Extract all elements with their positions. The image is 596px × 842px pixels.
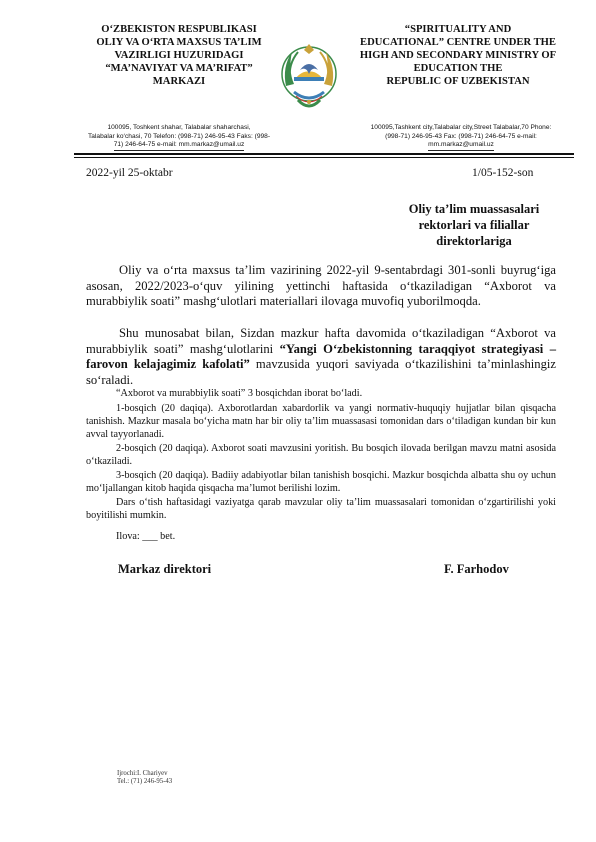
address-line: 100095,Tashkent city,Talabalar city,Street Talabalar,70 Phone: — [370, 124, 552, 131]
address-line: 71) 246-64-75 e-mail: mm.markaz@umail.uz — [114, 141, 245, 151]
signer-name: F. Farhodov — [444, 562, 509, 576]
header-right-address — [350, 124, 572, 151]
addressee — [390, 201, 558, 249]
paragraph-2 — [86, 326, 556, 388]
header-org-name-uz — [74, 23, 284, 88]
executor-info — [117, 770, 172, 787]
header-left-line: MARKAZI — [152, 76, 206, 87]
paragraph-3: “Axborot va murabbiylik soati” 3 bosqichdan iborat bo‘ladi. — [116, 388, 363, 399]
address-line: Talabalar ko‘chasi, 70 Telefon: (998-71) 246-95-43 Faks: (998- — [87, 132, 271, 140]
paragraph-stage-2: 2-bosqich (20 daqiqa). Axborot soati mavzusini yoritish. Bu bosqich ilovada berilgan mavzu matni asosida o‘tkaziladi. — [86, 443, 556, 468]
paragraph-stage-1: 1-bosqich (20 daqiqa). Axborotlardan xabardorlik va yangi normativ-huquqiy hujjatlar bilan qisqacha tanishish. Mazkur masala bo‘yicha matn har bir oliy ta’lim muassasasi tomonidan dars o‘tiladigan kundan bir kun avval tayyorlanadi. — [86, 403, 556, 441]
attachment-note: Ilova: ___ bet. — [116, 531, 176, 542]
header-left-line: O‘ZBEKISTON RESPUBLIKASI — [101, 24, 257, 35]
header-org-name-en — [342, 23, 574, 88]
address-line: mm.markaz@umail.uz — [428, 141, 494, 151]
header-divider — [74, 153, 574, 155]
signer-title: Markaz direktori — [118, 562, 212, 576]
header-right-line: EDUCATION THE — [413, 63, 503, 74]
address-line: 100095, Toshkent shahar, Talabalar shaharchasi, — [107, 124, 251, 131]
header-right-line: REPUBLIC OF UZBEKISTAN — [386, 76, 530, 87]
state-emblem-icon — [274, 22, 344, 126]
header-left-address — [70, 124, 288, 151]
header-divider-thin — [74, 157, 574, 158]
letter-date: 2022-yil 25-oktabr — [86, 167, 173, 179]
address-line: (998-71) 246-95-43 Fax: (998-71) 246-64-75 e-mail: — [385, 132, 537, 140]
paragraph-2-end: mavzusida yuqori saviyada o‘tkazilishini ta’minlashingiz so‘raladi. — [86, 357, 556, 387]
paragraph-1: Oliy va o‘rta maxsus ta’lim vazirining 2022-yil 9-sentabrdagi 301-sonli buyrug‘iga asosan, 2022/2023-o‘quv yilining yettinchi haftasida o‘tkaziladigan “Axborot va murabbiylik soati” mashg‘ulotlari materiallari ilovaga muvofiq yuborilmoqda. — [86, 263, 556, 309]
topic-title: “Yangi O‘zbekistonning taraqqiyot strategiyasi – farovon kelajagimiz kafolati” — [86, 341, 556, 372]
paragraph-7: Dars o‘tish haftasidagi vaziyatga qarab mavzular oliy ta’lim muassasalari tomonidan o‘zgartirilishi yoki boyitilishi mumkin. — [86, 497, 556, 522]
executor-name: Ijrochi:I. Chariyev — [117, 770, 168, 777]
header-right-line: EDUCATIONAL” CENTRE UNDER THE — [360, 37, 556, 48]
addressee-line: rektorlari va filiallar — [418, 218, 530, 232]
header-left-line: “MA’NAVIYAT VA MA’RIFAT” — [105, 63, 253, 74]
addressee-line: Oliy ta’lim muassasalari — [408, 202, 540, 216]
addressee-line: direktorlariga — [436, 234, 512, 248]
header-right-line: “SPIRITUALITY AND — [404, 24, 512, 35]
header-right-line: HIGH AND SECONDARY MINISTRY OF — [359, 50, 557, 61]
letter-number: 1/05-152-son — [472, 167, 534, 179]
header-left-line: OLIY VA O‘RTA MAXSUS TA’LIM — [96, 37, 262, 48]
paragraph-2-start: Shu munosabat bilan, Sizdan mazkur hafta davomida o‘tkaziladigan “Axborot va murabbiylik soati” mashg‘ulotlarini — [86, 326, 556, 356]
paragraph-stage-3: 3-bosqich (20 daqiqa). Badiiy adabiyotlar bilan tanishish bosqichi. Mazkur bosqichda albatta shu oy uchun mo‘ljallangan kitob haqida qisqacha ma’lumot berilishi lozim. — [86, 470, 556, 495]
header-left-line: VAZIRLIGI HUZURIDAGI — [114, 50, 244, 61]
executor-tel: Tel.: (71) 246-95-43 — [117, 778, 173, 786]
